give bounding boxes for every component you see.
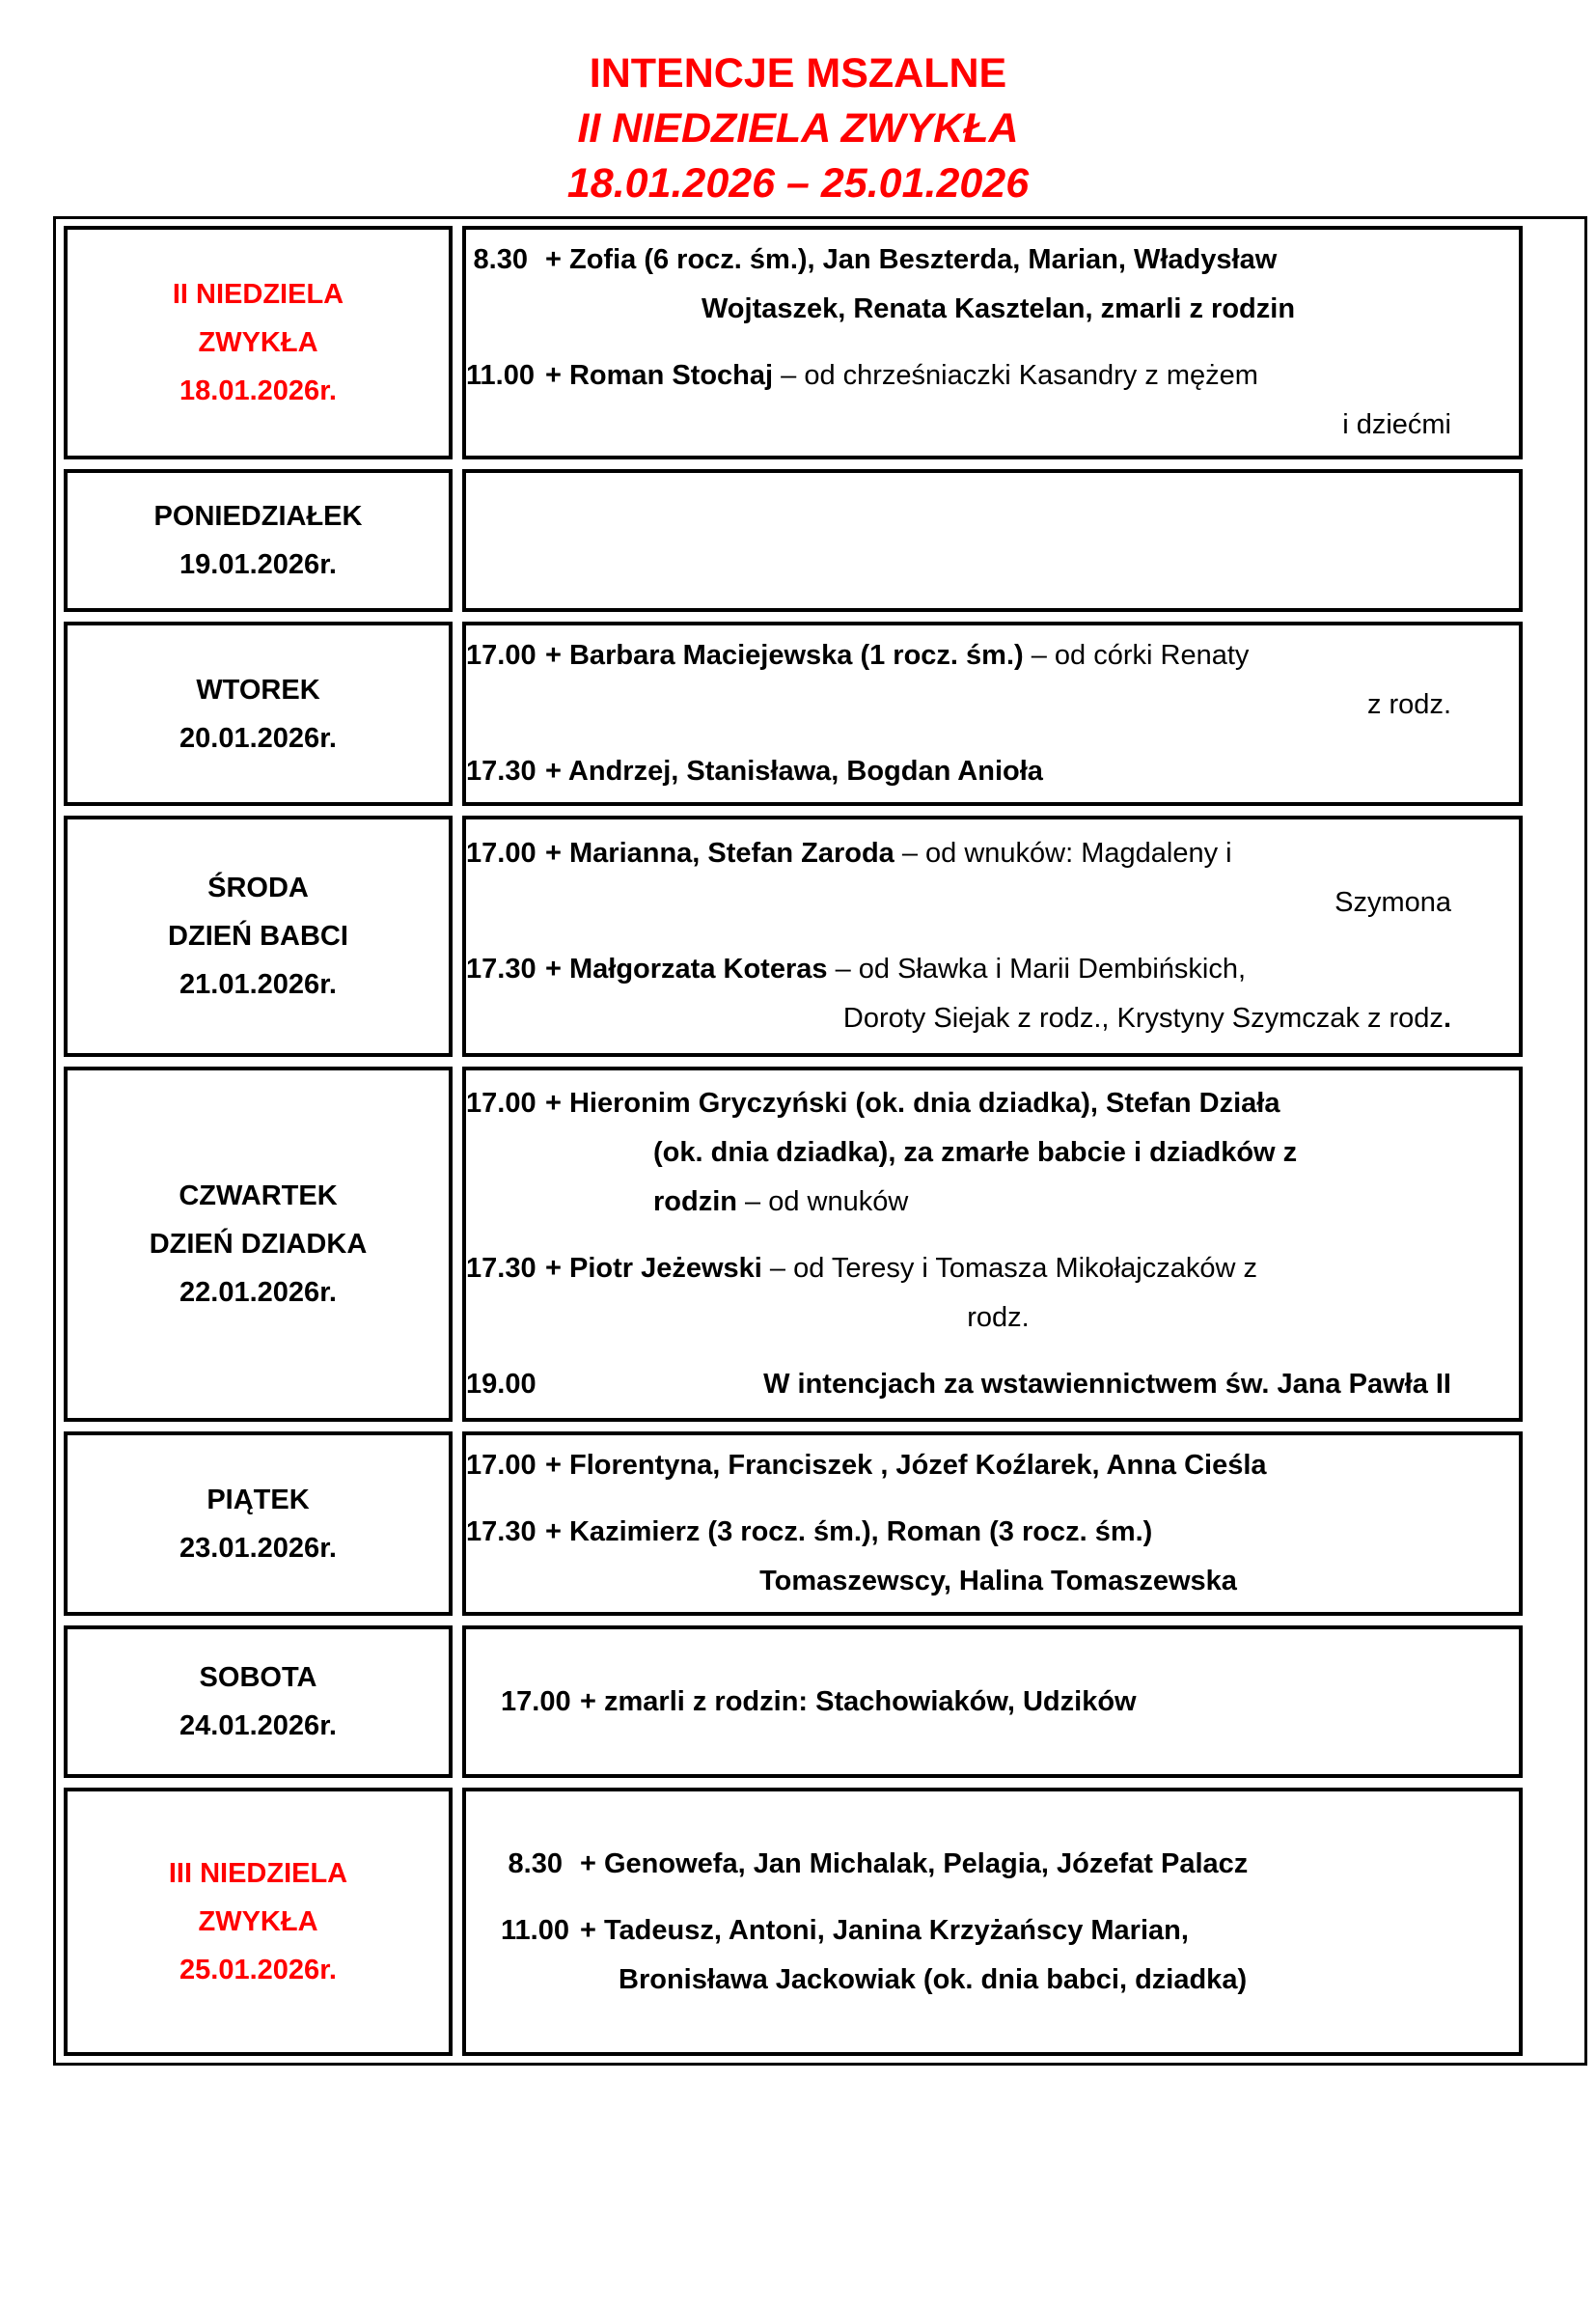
- day-line: DZIEŃ BABCI: [168, 921, 348, 952]
- table-row: [64, 622, 1523, 806]
- intention-lines: [528, 1441, 1519, 1490]
- intention-line: [545, 1244, 1451, 1293]
- mass-time: 17.00: [466, 640, 537, 671]
- mass-time: 11.00: [466, 360, 535, 391]
- day-cell: [64, 1067, 453, 1422]
- intention-line: [545, 680, 1451, 730]
- mass-time: 17.30: [466, 954, 537, 985]
- intentions-cell: [462, 1788, 1523, 2056]
- text-run-bold: Wojtaszek, Renata Kasztelan, zmarli z rodzin: [701, 293, 1296, 324]
- day-line: PONIEDZIAŁEK: [153, 501, 363, 532]
- day-cell: [64, 1625, 453, 1778]
- intention-lines: [528, 1244, 1519, 1343]
- table-row: [64, 469, 1523, 612]
- text-run-bold: Tomaszewscy, Halina Tomaszewska: [759, 1566, 1237, 1596]
- mass-time: 17.00: [466, 838, 537, 869]
- mass-entry: [466, 236, 1519, 334]
- intention-line: [545, 994, 1451, 1043]
- intention-line: [545, 747, 1451, 796]
- intention-line: [580, 1840, 1451, 1889]
- intention-line: [545, 1128, 1451, 1178]
- text-run-bold: + Florentyna, Franciszek , Józef Koźlarek, Anna Cieśla: [545, 1450, 1267, 1481]
- intention-lines: [528, 1508, 1519, 1606]
- table-row: [64, 1067, 1523, 1422]
- day-line: 24.01.2026r.: [179, 1710, 337, 1741]
- text-run-bold: rodzin: [653, 1186, 737, 1217]
- intention-line: [545, 1508, 1451, 1557]
- title-line-1: INTENCJE MSZALNE: [589, 50, 1007, 97]
- page: [0, 46, 1596, 2304]
- intentions-cell: [462, 1067, 1523, 1422]
- day-cell: [64, 469, 453, 612]
- intention-lines: [528, 747, 1519, 796]
- mass-entry: [466, 747, 1519, 796]
- day-cell: [64, 226, 453, 459]
- mass-entry: [466, 1508, 1519, 1606]
- intention-line: [545, 945, 1451, 994]
- table-row: [64, 816, 1523, 1057]
- text-run-bold: + Zofia (6 rocz. śm.), Jan Beszterda, Marian, Władysław: [545, 244, 1278, 275]
- day-line: 19.01.2026r.: [179, 549, 337, 580]
- intention-lines: [528, 351, 1519, 450]
- intention-lines: [563, 1678, 1519, 1727]
- text-run-bold: + Piotr Jeżewski: [545, 1253, 762, 1284]
- intention-line: [580, 1678, 1451, 1727]
- intentions-cell: [462, 816, 1523, 1057]
- intention-line: [580, 1956, 1451, 2005]
- day-cell: [64, 1788, 453, 2056]
- mass-entry: [466, 1244, 1519, 1343]
- text-run-bold: W intencjach za wstawiennictwem św. Jana Pawła II: [763, 1369, 1451, 1400]
- text-run: i dziećmi: [1342, 409, 1451, 440]
- intention-line: [545, 236, 1451, 285]
- intention-lines: [528, 829, 1519, 928]
- intention-lines: [528, 1079, 1519, 1227]
- day-line: 21.01.2026r.: [179, 969, 337, 1000]
- intentions-cell: [462, 622, 1523, 806]
- intention-line: [545, 351, 1451, 401]
- mass-time: 17.30: [466, 756, 537, 787]
- text-run-bold: .: [1443, 1003, 1451, 1034]
- intention-lines: [563, 1906, 1519, 2005]
- day-line: ZWYKŁA: [198, 327, 318, 358]
- day-cell: [64, 816, 453, 1057]
- text-run-bold: (ok. dnia dziadka), za zmarłe babcie i dziadków z: [653, 1137, 1298, 1168]
- mass-time: 11.00: [501, 1914, 569, 1946]
- table-row: [64, 1431, 1523, 1616]
- mass-time: 17.30: [466, 1253, 537, 1284]
- mass-entry: [466, 351, 1519, 450]
- text-run: – od wnuków: [737, 1186, 909, 1217]
- intention-line: [545, 829, 1451, 878]
- text-run-bold: + Marianna, Stefan Zaroda: [545, 838, 894, 869]
- table-row: [64, 1788, 1523, 2056]
- page-title: [0, 46, 1596, 211]
- mass-entry: [466, 945, 1519, 1043]
- text-run: – od Teresy i Tomasza Mikołajczaków z: [761, 1253, 1257, 1284]
- mass-entry: [466, 1079, 1519, 1227]
- table-row: [64, 226, 1523, 459]
- mass-entry: [466, 829, 1519, 928]
- text-run-bold: + Genowefa, Jan Michalak, Pelagia, Józefat Palacz: [580, 1847, 1249, 1879]
- mass-entry: [466, 1678, 1519, 1727]
- day-line: SOBOTA: [199, 1662, 317, 1693]
- title-line-3: 18.01.2026 – 25.01.2026: [566, 160, 1030, 207]
- title-line-2: II NIEDZIELA ZWYKŁA: [577, 105, 1019, 152]
- intentions-cell: [462, 226, 1523, 459]
- day-line: 20.01.2026r.: [179, 722, 337, 754]
- schedule-table: [53, 216, 1587, 2066]
- day-line: ZWYKŁA: [198, 1906, 318, 1937]
- text-run-bold: + Tadeusz, Antoni, Janina Krzyżańscy Marian,: [580, 1914, 1189, 1946]
- intention-lines: [528, 1360, 1519, 1409]
- intention-line: [545, 1441, 1451, 1490]
- text-run-bold: + Kazimierz (3 rocz. śm.), Roman (3 rocz. śm.): [545, 1516, 1153, 1547]
- text-run: Szymona: [1335, 887, 1451, 918]
- text-run-bold: + Roman Stochaj: [545, 360, 774, 391]
- intentions-cell: [462, 1431, 1523, 1616]
- intention-line: [580, 1906, 1451, 1956]
- mass-entry: [466, 1840, 1519, 1889]
- day-line: 18.01.2026r.: [179, 375, 337, 406]
- intention-line: [545, 1293, 1451, 1343]
- day-line: PIĄTEK: [206, 1484, 310, 1515]
- mass-time: 8.30: [508, 1847, 563, 1879]
- text-run: – od córki Renaty: [1023, 640, 1250, 671]
- day-cell: [64, 1431, 453, 1616]
- text-run-bold: + Barbara Maciejewska (1 rocz. śm.): [545, 640, 1024, 671]
- mass-entry: [466, 1441, 1519, 1490]
- intention-line: [545, 1079, 1451, 1128]
- mass-entry: [466, 631, 1519, 730]
- mass-time: 19.00: [466, 1369, 537, 1400]
- text-run-bold: + Małgorzata Koteras: [545, 954, 828, 985]
- intention-lines: [528, 631, 1519, 730]
- mass-entry: [466, 1360, 1519, 1409]
- text-run-bold: + Andrzej, Stanisława, Bogdan Anioła: [545, 756, 1043, 787]
- intentions-cell: [462, 1625, 1523, 1778]
- day-cell: [64, 622, 453, 806]
- intention-line: [545, 631, 1451, 680]
- table-row: [64, 1625, 1523, 1778]
- text-run: – od Sławka i Marii Dembińskich,: [827, 954, 1247, 985]
- day-line: ŚRODA: [207, 873, 309, 903]
- intention-line: [545, 1360, 1451, 1409]
- day-line: III NIEDZIELA: [168, 1858, 348, 1889]
- intention-lines: [563, 1840, 1519, 1889]
- text-run: Doroty Siejak z rodz., Krystyny Szymczak z rodz: [842, 1003, 1444, 1034]
- day-line: 23.01.2026r.: [179, 1532, 337, 1564]
- day-line: II NIEDZIELA: [172, 279, 344, 310]
- text-run: – od chrześniaczki Kasandry z mężem: [773, 360, 1258, 391]
- intention-line: [545, 401, 1451, 450]
- mass-time: 17.00: [466, 1450, 537, 1481]
- text-run-bold: + Hieronim Gryczyński (ok. dnia dziadka), Stefan Działa: [545, 1088, 1280, 1119]
- intention-line: [545, 1557, 1451, 1606]
- mass-time: 8.30: [473, 244, 528, 275]
- mass-time: 17.30: [466, 1516, 537, 1547]
- text-run: rodz.: [967, 1302, 1030, 1333]
- day-line: DZIEŃ DZIADKA: [149, 1229, 368, 1260]
- day-line: 22.01.2026r.: [179, 1277, 337, 1308]
- mass-entry: [466, 1906, 1519, 2005]
- intention-lines: [528, 945, 1519, 1043]
- day-line: CZWARTEK: [179, 1180, 338, 1211]
- intentions-cell: [462, 469, 1523, 612]
- day-line: WTOREK: [196, 674, 320, 706]
- text-run-bold: + zmarli z rodzin: Stachowiaków, Udzików: [580, 1685, 1137, 1717]
- text-run-bold: Bronisława Jackowiak (ok. dnia babci, dziadka): [619, 1963, 1248, 1995]
- intention-lines: [528, 236, 1519, 334]
- intention-line: [545, 285, 1451, 334]
- day-line: 25.01.2026r.: [179, 1955, 337, 1985]
- text-run: – od wnuków: Magdaleny i: [894, 838, 1232, 869]
- intention-line: [545, 878, 1451, 928]
- mass-time: 17.00: [466, 1088, 537, 1119]
- mass-time: 17.00: [501, 1685, 571, 1717]
- text-run: z rodz.: [1366, 689, 1451, 720]
- intention-line: [545, 1178, 1451, 1227]
